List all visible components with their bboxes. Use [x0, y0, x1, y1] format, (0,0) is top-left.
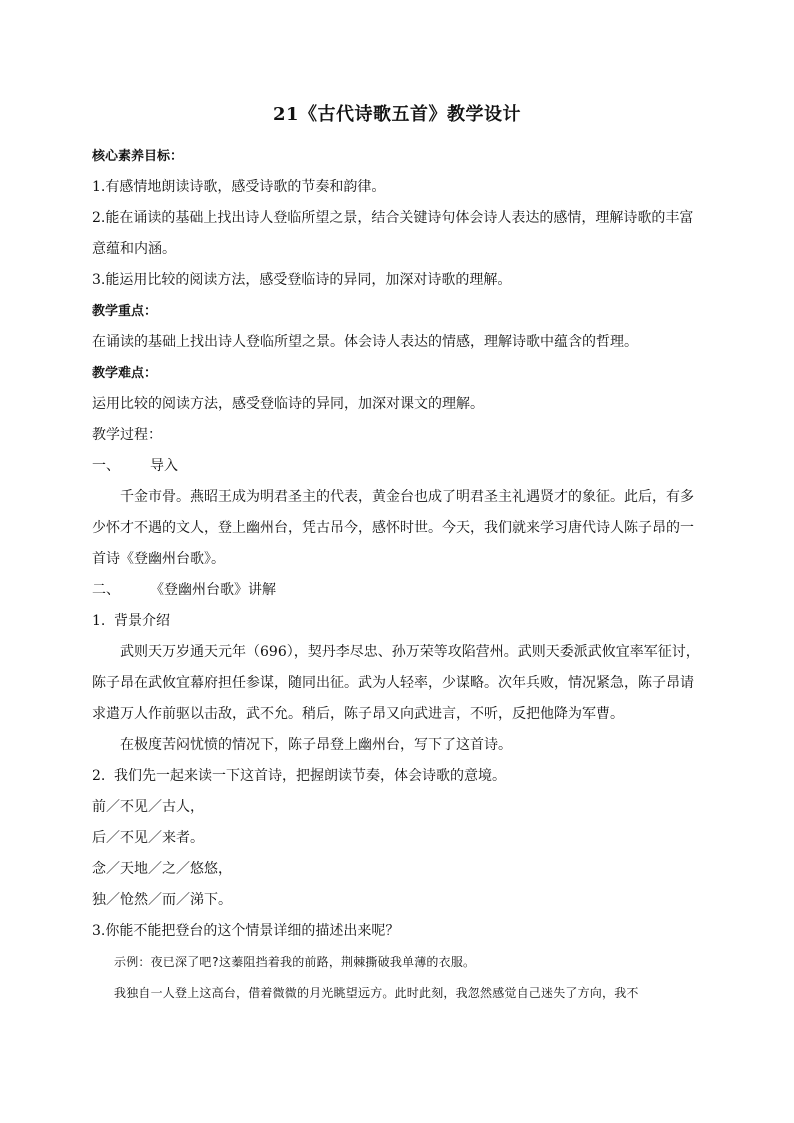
subsection-2	[92, 761, 708, 792]
goal-item-2-cont: 意蕴和内涵。	[92, 241, 176, 257]
goal-item-3: 3.能运用比较的阅读方法，感受登临诗的异同，加深对诗歌的理解。	[92, 272, 512, 288]
poem-line-3: 念／天地／之／悠悠，	[92, 861, 232, 877]
background-line-4: 在极度苦闷忧愤的情况下，陈子昂登上幽州台，写下了这首诗。	[120, 737, 512, 753]
process-heading: 教学过程：	[92, 427, 162, 443]
question-3: 3.你能不能把登台的这个情景详细的描述出来呢？	[92, 923, 400, 939]
key-points-text: 在诵读的基础上找出诗人登临所望之景。体会诗人表达的情感，理解诗歌中蕴含的哲理。	[92, 334, 638, 350]
poem-line-4: 独／怆然／而／涕下。	[92, 892, 232, 908]
section-1-number: 一、	[92, 458, 120, 474]
difficulties-text: 运用比较的阅读方法，感受登临诗的异同，加深对课文的理解。	[92, 396, 484, 412]
section-1-heading	[92, 451, 708, 482]
document-title: 21《古代诗歌五首》教学设计	[272, 104, 522, 125]
subsection-1-heading	[92, 606, 708, 637]
section-2-number: 二、	[92, 582, 120, 598]
section-2-heading	[92, 575, 708, 606]
section-1-line-1: 千金市骨。燕昭王成为明君圣主的代表，黄金台也成了明君圣主礼遇贤才的象征。此后，有多	[120, 489, 694, 505]
section-1-title: 导入	[150, 458, 178, 474]
poem-line-2: 后／不见／来者。	[92, 830, 204, 846]
section-2-title: 《登幽州台歌》讲解	[150, 582, 276, 598]
subsection-2-number: 2.	[92, 768, 106, 784]
subsection-2-text: 我们先一起来读一下这首诗，把握朗读节奏，体会诗歌的意境。	[114, 768, 506, 784]
document-body	[92, 141, 708, 1009]
key-points-heading: 教学重点：	[92, 304, 158, 319]
goal-item-2: 2.能在诵读的基础上找出诗人登临所望之景，结合关键诗句体会诗人表达的感情，理解诗歌的丰富	[92, 210, 694, 226]
subsection-1-title: 背景介绍	[114, 613, 170, 629]
background-line-3: 求遣万人作前驱以击敌，武不允。稍后，陈子昂又向武进言，不听，反把他降为军曹。	[92, 706, 624, 722]
difficulties-heading: 教学难点：	[92, 366, 158, 381]
goal-item-1: 1.有感情地朗读诗歌，感受诗歌的节奏和韵律。	[92, 179, 386, 195]
background-line-1: 武则天万岁通天元年（696），契丹李尽忠、孙万荣等攻陷营州。武则天委派武攸宜率军征讨，	[120, 644, 700, 660]
section-1-line-2: 少怀才不遇的文人，登上幽州台，凭古吊今，感怀时世。今天，我们就来学习唐代诗人陈子昂的一	[92, 520, 694, 536]
example-line-2: 我独自一人登上这高台，借着微微的月光眺望远方。此时此刻，我忽然感觉自己迷失了方向，我不	[114, 986, 639, 1000]
goals-heading: 核心素养目标：	[92, 149, 184, 164]
subsection-1-number: 1.	[92, 613, 106, 629]
poem-line-1: 前／不见／古人，	[92, 799, 204, 815]
background-line-2: 陈子昂在武攸宜幕府担任参谋，随同出征。武为人轻率，少谋略。次年兵败，情况紧急，陈子昂请	[92, 675, 694, 691]
example-line-1: 示例：夜已深了吧?这蓁阻挡着我的前路，荆棘撕破我单薄的衣服。	[114, 955, 476, 969]
section-1-line-3: 首诗《登幽州台歌》。	[92, 551, 225, 567]
